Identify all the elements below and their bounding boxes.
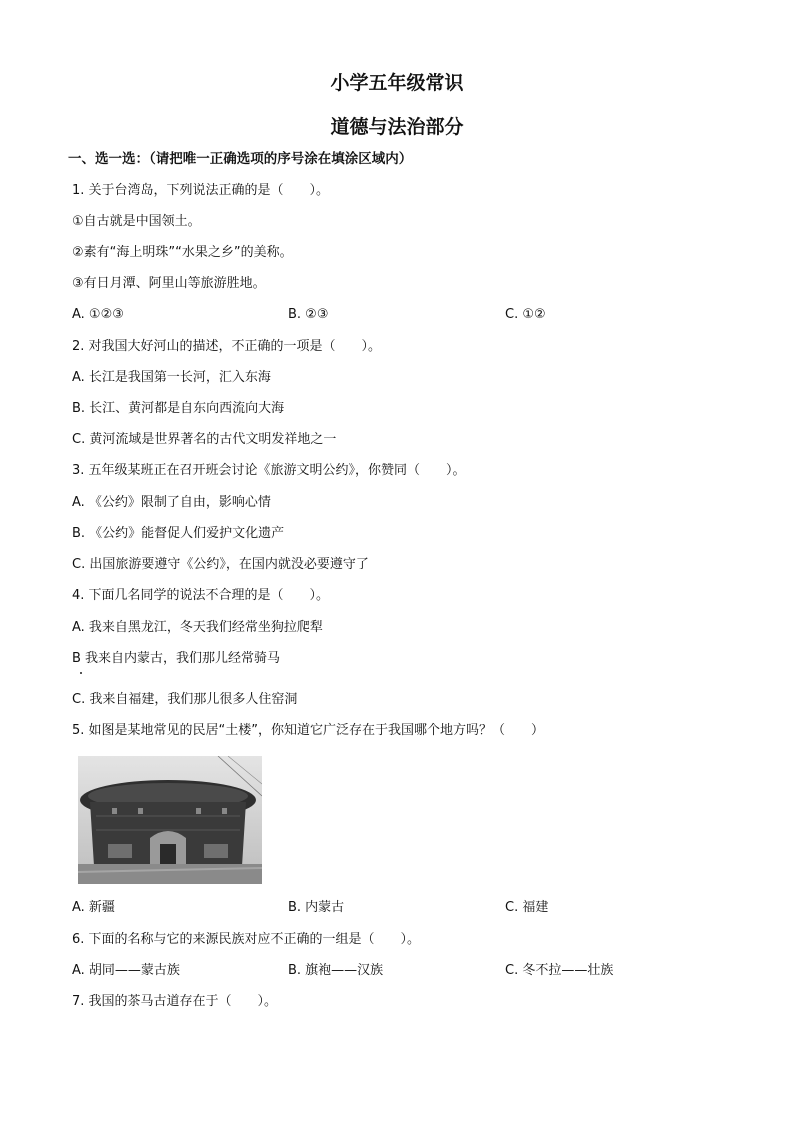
question-1-stem: 1. 关于台湾岛，下列说法正确的是（ ）。: [72, 183, 330, 198]
question-6-option-b[interactable]: B. 旗袍——汉族: [288, 963, 384, 978]
question-5-option-a[interactable]: A. 新疆: [72, 900, 115, 915]
question-4-option-c[interactable]: C. 我来自福建，我们那儿很多人住窑洞: [72, 692, 298, 707]
question-4-stem: 4. 下面几名同学的说法不合理的是（ ）。: [72, 588, 330, 603]
scan-speck: [80, 672, 82, 674]
question-2-option-b[interactable]: B. 长江、黄河都是自东向西流向大海: [72, 401, 285, 416]
question-1-option-b[interactable]: B. ②③: [288, 307, 329, 322]
question-3-option-b[interactable]: B. 《公约》能督促人们爱护文化遗产: [72, 526, 285, 541]
question-5-option-b[interactable]: B. 内蒙古: [288, 900, 345, 915]
question-4-option-b[interactable]: B 我来自内蒙古，我们那儿经常骑马: [72, 651, 281, 666]
question-5-option-c[interactable]: C. 福建: [505, 900, 549, 915]
section-heading: 一、选一选：（请把唯一正确选项的序号涂在填涂区域内）: [68, 151, 413, 167]
question-1-option-a[interactable]: A. ①②③: [72, 307, 124, 322]
question-6-stem: 6. 下面的名称与它的来源民族对应不正确的一组是（ ）。: [72, 932, 421, 947]
question-5-stem: 5. 如图是某地常见的民居“土楼”，你知道它广泛存在于我国哪个地方吗？（ ）: [72, 723, 545, 738]
question-2-option-c[interactable]: C. 黄河流域是世界著名的古代文明发祥地之一: [72, 432, 337, 447]
page-subtitle: 道德与法治部分: [330, 116, 464, 138]
question-1-statement-3: ③有日月潭、阿里山等旅游胜地。: [72, 276, 266, 291]
question-3-stem: 3. 五年级某班正在召开班会讨论《旅游文明公约》，你赞同（ ）。: [72, 463, 466, 478]
question-1-option-c[interactable]: C. ①②: [505, 307, 546, 322]
question-7-stem: 7. 我国的茶马古道存在于（ ）。: [72, 994, 278, 1009]
page-title: 小学五年级常识: [330, 72, 464, 94]
question-2-option-a[interactable]: A. 长江是我国第一长河，汇入东海: [72, 370, 271, 385]
question-2-stem: 2. 对我国大好河山的描述，不正确的一项是（ ）。: [72, 339, 382, 354]
question-6-option-c[interactable]: C. 冬不拉——壮族: [505, 963, 614, 978]
tulou-illustration: [78, 756, 262, 884]
question-1-statement-1: ①自古就是中国领土。: [72, 214, 201, 229]
question-3-option-a[interactable]: A. 《公约》限制了自由，影响心情: [72, 495, 271, 510]
question-4-option-a[interactable]: A. 我来自黑龙江，冬天我们经常坐狗拉爬犁: [72, 620, 323, 635]
tulou-photo: [78, 756, 262, 884]
question-1-statement-2: ②素有“海上明珠”“水果之乡”的美称。: [72, 245, 293, 260]
question-3-option-c[interactable]: C. 出国旅游要遵守《公约》，在国内就没必要遵守了: [72, 557, 369, 572]
question-6-option-a[interactable]: A. 胡同——蒙古族: [72, 963, 180, 978]
